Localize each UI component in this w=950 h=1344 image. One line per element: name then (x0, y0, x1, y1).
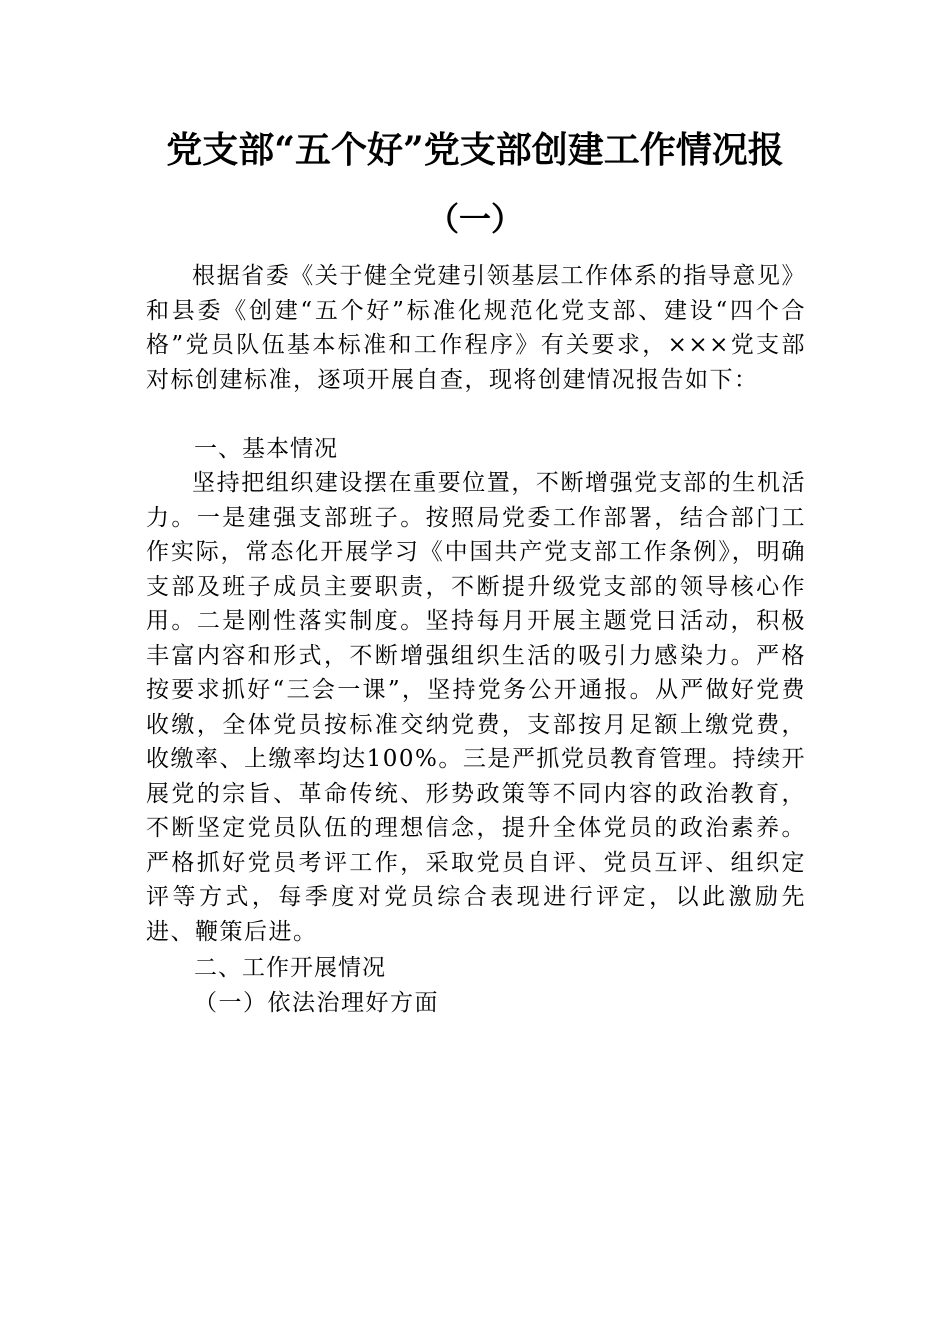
subsection-heading-governance: （一）依法治理好方面 (194, 990, 439, 1016)
section-heading-basic-situation: 一、基本情况 (194, 436, 338, 462)
document-subtitle: （一） (426, 200, 523, 238)
intro-paragraph: 根据省委《关于健全党建引领基层工作体系的指导意见》和县委《创建“五个好”标准化规范化党支部、建设“四个合格”党员队伍基本标准和工作程序》有关要求，×××党支部对标创建标准，逐项开展自查，现将创建情况报告如下： (146, 263, 806, 393)
basic-situation-paragraph: 坚持把组织建设摆在重要位置，不断增强党支部的生机活力。一是建强支部班子。按照局党委工作部署，结合部门工作实际，常态化开展学习《中国共产党支部工作条例》，明确支部及班子成员主要职责，不断提升级党支部的领导核心作用。二是刚性落实制度。坚持每月开展主题党日活动，积极丰富内容和形式，不断增强组织生活的吸引力感染力。严格按要求抓好“三会一课”，坚持党务公开通报。从严做好党费收缴，全体党员按标准交纳党费，支部按月足额上缴党费，收缴率、上缴率均达100%。三是严抓党员教育管理。持续开展党的宗旨、革命传统、形势政策等不同内容的政治教育，不断坚定党员队伍的理想信念，提升全体党员的政治素养。严格抓好党员考评工作，采取党员自评、党员互评、组织定评等方式，每季度对党员综合表现进行评定，以此激励先进、鞭策后进。 (146, 470, 806, 945)
document-title: 党支部“五个好”党支部创建工作情况报 (166, 129, 784, 171)
section-heading-work-progress: 二、工作开展情况 (194, 955, 386, 981)
